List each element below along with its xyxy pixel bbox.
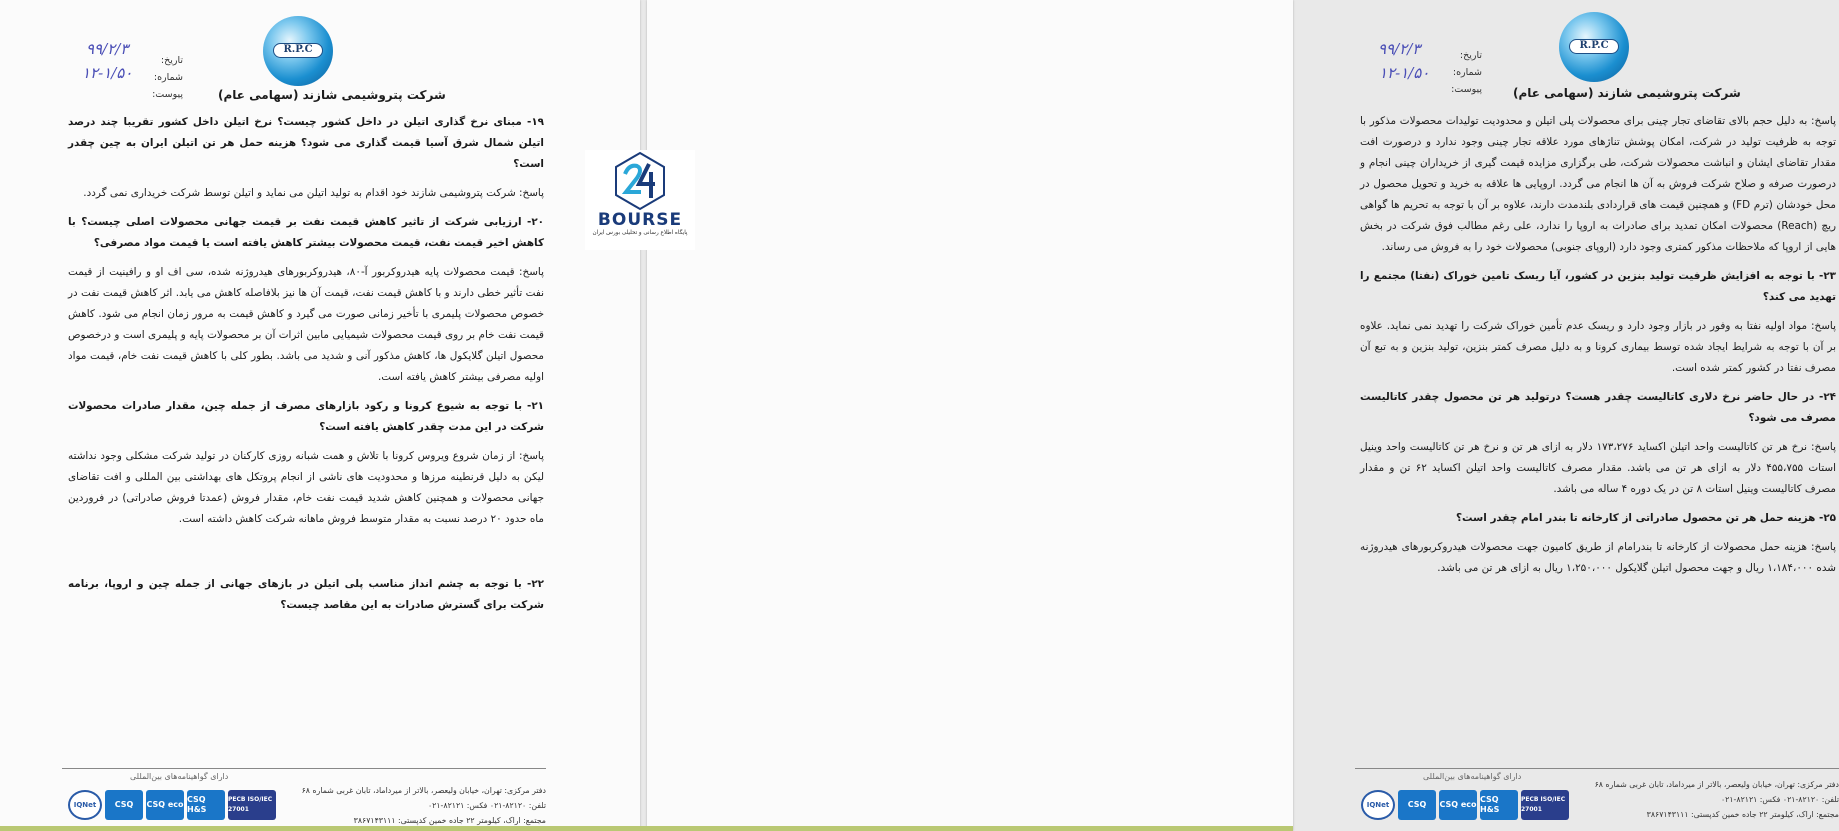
- left-body: [68, 112, 544, 624]
- question-24: ۲۴- در حال حاضر نرخ دلاری کاتالیست چقدر هست؟ درتولید هر تن محصول چقدر کاتالیست مصرف می شود؟: [1360, 391, 1836, 424]
- plant-line: مجتمع: اراک، کیلومتر ۲۲ جاده خمین کدپستی: ۳۸۶۷۱۴۳۱۱۱: [353, 816, 546, 825]
- number-label: شماره:: [153, 72, 183, 83]
- pecb-logo: PECB ISO/IEC 27001: [1521, 790, 1569, 820]
- question-22: ۲۲- با توجه به چشم انداز مناسب پلی اتیلن در بازهای جهانی از جمله چین و اروپا، برنامه شرکت برای گسترش صادرات به این مقاصد چیست؟: [68, 578, 544, 611]
- answer-21: پاسخ: از زمان شروع ویروس کرونا با تلاش و همت شبانه روزی کارکنان در تولید شرکت مشکلی وجود نداشته لیکن به دلیل قرنطینه مرزها و محدودیت های ناشی از انجام پروتکل های بهداشتی بین المللی و افت تقاضای جهانی محصولات و همچنین کاهش شدید قیمت نفت خام، مقدار فروش (عمدتا فروش صادراتی) در فروردین ماه حدود ۲۰ درصد نسبت به مقدار متوسط فروش ماهانه شرکت کاهش داشته است.: [68, 450, 544, 525]
- footer-divider: [1355, 768, 1839, 769]
- bourse24-watermark: [585, 150, 695, 250]
- pecb-logo: PECB ISO/IEC 27001: [228, 790, 276, 820]
- csq-logo: CSQ: [105, 790, 143, 820]
- handwritten-date: ۹۹/۲/۳: [86, 40, 129, 58]
- handwritten-number: ۱۲-۱/۵۰: [1379, 64, 1430, 82]
- iqnet-logo: IQNet: [1361, 790, 1395, 820]
- csq-logo: CSQ: [1398, 790, 1436, 820]
- date-label: تاریخ:: [160, 55, 183, 66]
- company-name: شرکت پتروشیمی شازند (سهامی عام): [1513, 86, 1741, 100]
- question-20: ۲۰- ارزیابی شرکت از تاثیر کاهش قیمت نفت بر قیمت جهانی محصولات اصلی چیست؟ با کاهش اخیر قیمت نفت، قیمت محصولات بیشتر کاهش یافته است یا قیمت مواد مصرفی؟: [68, 216, 544, 249]
- logo-text: R.P.C: [1569, 39, 1619, 54]
- certificates-label: دارای گواهینامه‌های بین‌المللی: [1423, 772, 1522, 781]
- answer-23: پاسخ: مواد اولیه نفتا به وفور در بازار وجود دارد و ریسک عدم تأمین خوراک شرکت را تهدید نمی نماید. علاوه بر آن با توجه به شرایط ایجاد شده توسط بیماری کرونا و به دلیل مصرف کمتر بنزین، تولید بنزین و به تبع آن مصرف نفتا در کشور کمتر شده است.: [1360, 320, 1836, 374]
- document-page-left: [0, 0, 640, 831]
- csq-eco-logo: CSQ eco: [1439, 790, 1477, 820]
- right-body: [1360, 111, 1836, 587]
- bourse24-icon: [615, 152, 665, 210]
- footer-address: [1593, 777, 1839, 822]
- certificate-logos: [1361, 790, 1569, 820]
- answer-19: پاسخ: شرکت پتروشیمی شازند خود اقدام به تولید اتیلن می نماید و اتیلن توسط شرکت خریداری نمی گردد.: [83, 187, 544, 199]
- question-21: ۲۱- با توجه به شیوع کرونا و رکود بازارهای مصرف از جمله چین، مقدار صادرات محصولات شرکت در این مدت چقدر کاهش یافته است؟: [68, 400, 544, 433]
- footer-address: [300, 783, 546, 828]
- document-page-right: [647, 0, 1839, 831]
- phone-line: تلفن: ۸۲۱۲۰-۰۲۱ فکس: ۸۲۱۲۱-۰۲۱: [1720, 795, 1839, 804]
- number-label: شماره:: [1452, 67, 1482, 78]
- question-25: ۲۵- هزینه حمل هر تن محصول صادراتی از کارخانه تا بندر امام چقدر است؟: [1456, 512, 1836, 524]
- logo-text: R.P.C: [273, 43, 323, 58]
- answer-20: پاسخ: قیمت محصولات پایه هیدروکربور آ-۸۰، هیدروکربورهای هیدروژنه شده، سی اف او و رافینیت از قیمت نفت تأثیر خطی دارند و با کاهش قیمت نفت، قیمت آن ها نیز بلافاصله کاهش می یابد. اثر کاهش قیمت نفت در خصوص محصولات پلیمری با تأخیر زمانی صورت می گیرد و کاهش قیمت به مرور زمان انجام می شود. کاهش قیمت نفت خام بر روی قیمت محصولات شیمیایی مابین اثرات آن بر محصولات پایه و پلیمری است و درخصوص محصول اتیلن گلایکول ها، کاهش مذکور آنی و شدید می باشد. بطور کلی با کاهش قیمت نفت خام، قیمت مواد اولیه مصرفی بیشتر کاهش یافته است.: [68, 266, 544, 383]
- certificates-label: دارای گواهینامه‌های بین‌المللی: [130, 772, 229, 781]
- attachment-label: پیوست:: [152, 89, 183, 100]
- attachment-label: پیوست:: [1451, 84, 1482, 95]
- letter-meta: [1442, 47, 1482, 98]
- plant-line: مجتمع: اراک، کیلومتر ۲۲ جاده خمین کدپستی: ۳۸۶۷۱۴۳۱۱۱: [1646, 810, 1839, 819]
- answer-24: پاسخ: نرخ هر تن کاتالیست واحد اتیلن اکساید ۱۷۳،۲۷۶ دلار به ازای هر تن و نرخ هر تن کاتالیست واحد وینیل استات ۴۵۵،۷۵۵ دلار به ازای هر تن می باشد. مقدار مصرف کاتالیست واحد اتیلن اکساید ۶۲ تن و مقدار مصرف کاتالیست وینیل استات ۸ تن در یک دوره ۴ ساله می باشد.: [1360, 441, 1836, 495]
- address-line: دفتر مرکزی: تهران، خیابان ولیعصر، بالاتر از میرداماد، تابان غربی شماره ۶۸: [301, 786, 546, 795]
- address-line: دفتر مرکزی: تهران، خیابان ولیعصر، بالاتر از میرداماد، تابان غربی شماره ۶۸: [1594, 780, 1839, 789]
- phone-line: تلفن: ۸۲۱۲۰-۰۲۱ فکس: ۸۲۱۲۱-۰۲۱: [427, 801, 546, 810]
- question-19: ۱۹- مبنای نرخ گذاری اتیلن در داخل کشور چیست؟ نرخ اتیلن داخل کشور تقریبا چند درصد اتیلن شمال شرق آسیا قیمت گذاری می شود؟ هزینه حمل هر تن اتیلن ایران به چین چقدر است؟: [68, 116, 544, 170]
- answer-22: پاسخ: به دلیل حجم بالای تقاضای تجار چینی برای محصولات پلی اتیلن و محدودیت تولیدات محصولات مذکور با توجه به ظرفیت تولید در شرکت، امکان پوشش تناژهای مورد علاقه تجار چینی وجود ندارد و درصورت افت مقدار تقاضای ایشان و انباشت محصولات شرکت، طی برگزاری مزایده قیمت گیری از خریداران چینی انجام و درصورت صرفه و صلاح شرکت فروش به آن ها انجام می گردد. اروپایی ها علاقه به خرید و تحویل محصول در محل خودشان (ترم FD) و همچنین قیمت های قراردادی بلندمدت دارند، علاوه بر آن با توجه به تحریم ها گواهی ریچ (Reach) محصولات امکان تمدید برای صادرات به اروپا را ندارد، علی رغم مطالب فوق شرکت در بخش هایی از اروپا که ملاحظات مذکور کمتری وجود دارد (اروپای جنوبی) محصولات خود را به فروش می رساند.: [1360, 115, 1836, 253]
- letter-meta: [143, 52, 183, 103]
- question-23: ۲۳- با توجه به افزایش ظرفیت تولید بنزین در کشور، آیا ریسک تامین خوراک (نفتا) مجتمع را تهدید می کند؟: [1360, 270, 1836, 303]
- rpc-logo: [263, 16, 333, 86]
- handwritten-number: ۱۲-۱/۵۰: [82, 64, 133, 82]
- footer-divider: [62, 768, 546, 769]
- csq-hs-logo: CSQ H&S: [187, 790, 225, 820]
- csq-hs-logo: CSQ H&S: [1480, 790, 1518, 820]
- answer-25: پاسخ: هزینه حمل محصولات از کارخانه تا بندرامام از طریق کامیون جهت محصولات هیدروکربورهای هیدروژنه شده ۱،۱۸۴،۰۰۰ ریال و جهت محصول اتیلن گلایکول ۱،۲۵۰،۰۰۰ ریال به ازای هر تن می باشد.: [1360, 541, 1836, 574]
- certificate-logos: [68, 790, 276, 820]
- handwritten-date: ۹۹/۲/۳: [1378, 40, 1421, 58]
- bourse-wordmark: BOURSE: [597, 210, 683, 230]
- csq-eco-logo: CSQ eco: [146, 790, 184, 820]
- iqnet-logo: IQNet: [68, 790, 102, 820]
- date-label: تاریخ:: [1459, 50, 1482, 61]
- company-name: شرکت پتروشیمی شازند (سهامی عام): [218, 88, 446, 102]
- rpc-logo: [1559, 12, 1629, 82]
- bourse-subtitle: پایگاه اطلاع رسانی و تحلیلی بورس ایران: [592, 230, 688, 236]
- scan-edge: [0, 826, 1293, 831]
